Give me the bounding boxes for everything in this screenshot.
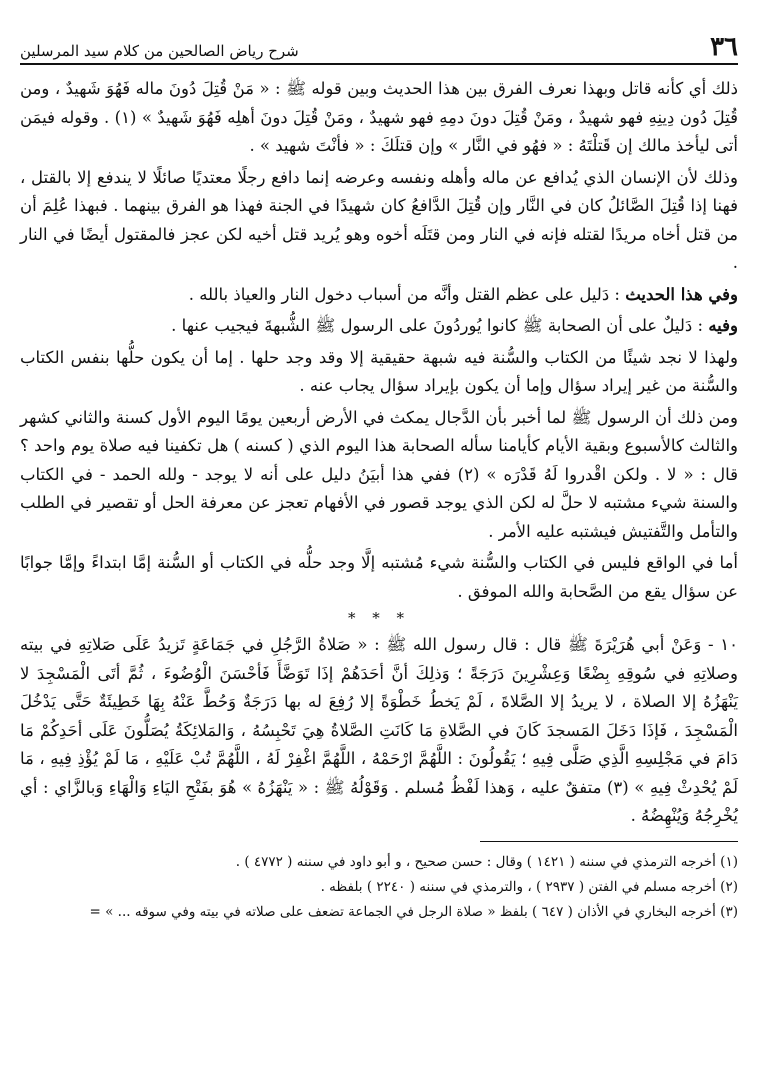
footnote-divider: [480, 841, 738, 842]
paragraph: ذلك أي كأنه قاتل وبهذا نعرف الفرق بين هذا الحديث وبين قوله ﷺ : « مَنْ قُتِلَ دُونَ ماله فَهُوَ شَهيدٌ ، ومن قُتِلَ دُون دِينِهِ فهو شهيدٌ ، ومَنْ قُتِلَ دونَ دمِهِ فهو شهيدٌ ، ومَنْ قُتِلَ دونَ أهلِه فَهُوَ شَهيدٌ » (١) . وقوله فيمَن أتى ليأخذ مالك إن قَتلْتَهُ : « فهُو في النَّار » وإن قتلَكَ : « فأنْتَ شهيد » .: [20, 79, 738, 155]
page-body: [20, 75, 738, 831]
paragraph: وفي هذا الحديث : دَليل على عظم القتل وأنَّه من أسباب دخول النار والعياذ بالله .: [188, 284, 738, 304]
paragraph: وفيه : دَليلٌ على أن الصحابة ﷺ كانوا يُوردُونَ على الرسول ﷺ الشُّبهةَ فيجيب عنها .: [171, 316, 738, 335]
hadith-paragraph: ١٠ - وَعَنْ أبي هُرَيْرَةَ ﷺ قال : قال رسول الله ﷺ : « صَلاةُ الرَّجُلِ في جَمَاعَةٍ تَزيدُ عَلَى صَلاتِهِ في بيته وصلاتِهِ في سُوقِهِ بِضْعًا وَعِشْرِينَ دَرَجَةً ؛ وَذلِكَ أنَّ أحَدَهُمْ إذَا تَوَضَّأَ فَأحْسَنَ الْوُضُوءَ ، ثُمَّ أتَى الْمَسْجِدَ لا يَنْهَزُهُ إلا الصلاة ، لا يريدُ إلا الصَّلاةَ ، لَمْ يَخطُ خَطْوَةً إلا رُفِعَ له بها دَرَجَةٌ وَحُطَّ عَنْهُ بِهَا خَطِيئَةٌ حَتَّى يَدْخُلَ الْمَسْجِدَ ، فَإذَا دَخَلَ المَسجدَ كَانَ في الصَّلاةِ مَا كَانَتِ الصَّلاةُ هِيَ تَحْبِسُهُ ، وَالمَلائِكَةُ يُصَلُّونَ عَلَى أحَدِكُمْ مَا دَامَ في مَجْلِسِهِ الَّذِي صَلَّى فِيهِ ؛ يَقُولُونَ : اللَّهُمَّ ارْحَمْهُ ، اللَّهُمَّ اغْفِرْ لَهُ ، اللَّهُمَّ تُبْ عَلَيْهِ ، مَا لَمْ يُؤْذِ فِيهِ ، مَا لَمْ يُحْدِثْ فِيهِ » (٣) متفقٌ عليه ، وَهذا لَفْظُ مُسلم . وَقَوْلُهُ ﷺ : « يَنْهَزُهُ » هُوَ بفَتْحِ اليَاءِ وَالْهَاءِ وَبالزَّاي : أي يُخْرِجُهُ وَيُنْهِضُهُ .: [20, 635, 738, 825]
paragraph: أما في الواقع فليس في الكتاب والسُّنة شيء مُشتبه إلَّا وجد حلُّه في الكتاب أو السُّنة إمَّا ابتداءً وإمَّا جوابًا عن سؤال يقع من الصَّحابة والله الموفق .: [20, 553, 738, 601]
running-title: شرح رياض الصالحين من كلام سيد المرسلين: [20, 42, 299, 60]
paragraph-lead: وفيه: [708, 316, 738, 335]
paragraph: ولهذا لا نجد شيئًا من الكتاب والسُّنة فيه شبهة حقيقية إلا وقد وجد حلها . إما أن يكون حلُّها بنفس الكتاب والسُّنة من غير إيراد سؤال وإما أن يكون بإيراد سؤال يجاب عنه .: [20, 347, 738, 395]
footnote: (٣) أخرجه البخاري في الأذان ( ٦٤٧ ) بلفظ « صلاة الرجل في الجماعة تضعف على صلاته في بيته وفي سوقه ... » =: [89, 903, 738, 920]
section-separator: * * *: [347, 609, 411, 627]
paragraph: ومن ذلك أن الرسول ﷺ لما أخبر بأن الدَّجال يمكث في الأرض أربعين يومًا اليوم الأول كسنة والثاني كشهر والثالث كالأسبوع وبقية الأيام كأيامنا سأله الصحابة هذا اليوم الذي ( كسنه ) هل تكفينا فيه صلاة يوم واحد ؟ قال : « لا . ولكن اقْدروا لَهُ قَدْرَه » (٢) ففي هذا أبيَنُ دليل على أنه لا يوجد - ولله الحمد - في الكتاب والسنة شيء مشتبه لا حلَّ له لكن الذي يوجد قصور في الأفهام تعجز عن معرفة الحل أو تقصير في الطلب والتأمل والتَّفتيش فيشتبه عليه الأمر .: [20, 407, 738, 541]
book-page: [20, 30, 738, 1070]
page-header: [20, 30, 738, 65]
footnote: (١) أخرجه الترمذي في سننه ( ١٤٢١ ) وقال : حسن صحيح ، و أبو داود في سننه ( ٤٧٧٢ ) .: [235, 853, 738, 870]
footnote: (٢) أخرجه مسلم في الفتن ( ٢٩٣٧ ) ، والترمذي في سننه ( ٢٢٤٠ ) بلفظه .: [320, 878, 738, 895]
paragraph: وذلك لأن الإنسان الذي يُدافع عن ماله وأهله ونفسه وعرضه إنما دافع رجلًا معتديًا صائلًا لا يندفع إلا بالقتل ، فهنا إذا قُتِلَ الصَّائلُ كان في النَّار وإن قُتِلَ الدَّافعُ كان شهيدًا في الجنة فهذا هو الفرق بينهما . فبهذا عُلِمَ أن من قتل أخاه مريدًا لقتله فإنه في النار ومن قتَلَه أخوه وهو يُريد قتل أخيه لكن عجز فالمقتول أيضًا في النار .: [20, 167, 738, 272]
page-number: ٣٦: [710, 32, 738, 62]
paragraph-lead: وفي هذا الحديث: [625, 284, 738, 304]
footnotes: [20, 850, 738, 925]
